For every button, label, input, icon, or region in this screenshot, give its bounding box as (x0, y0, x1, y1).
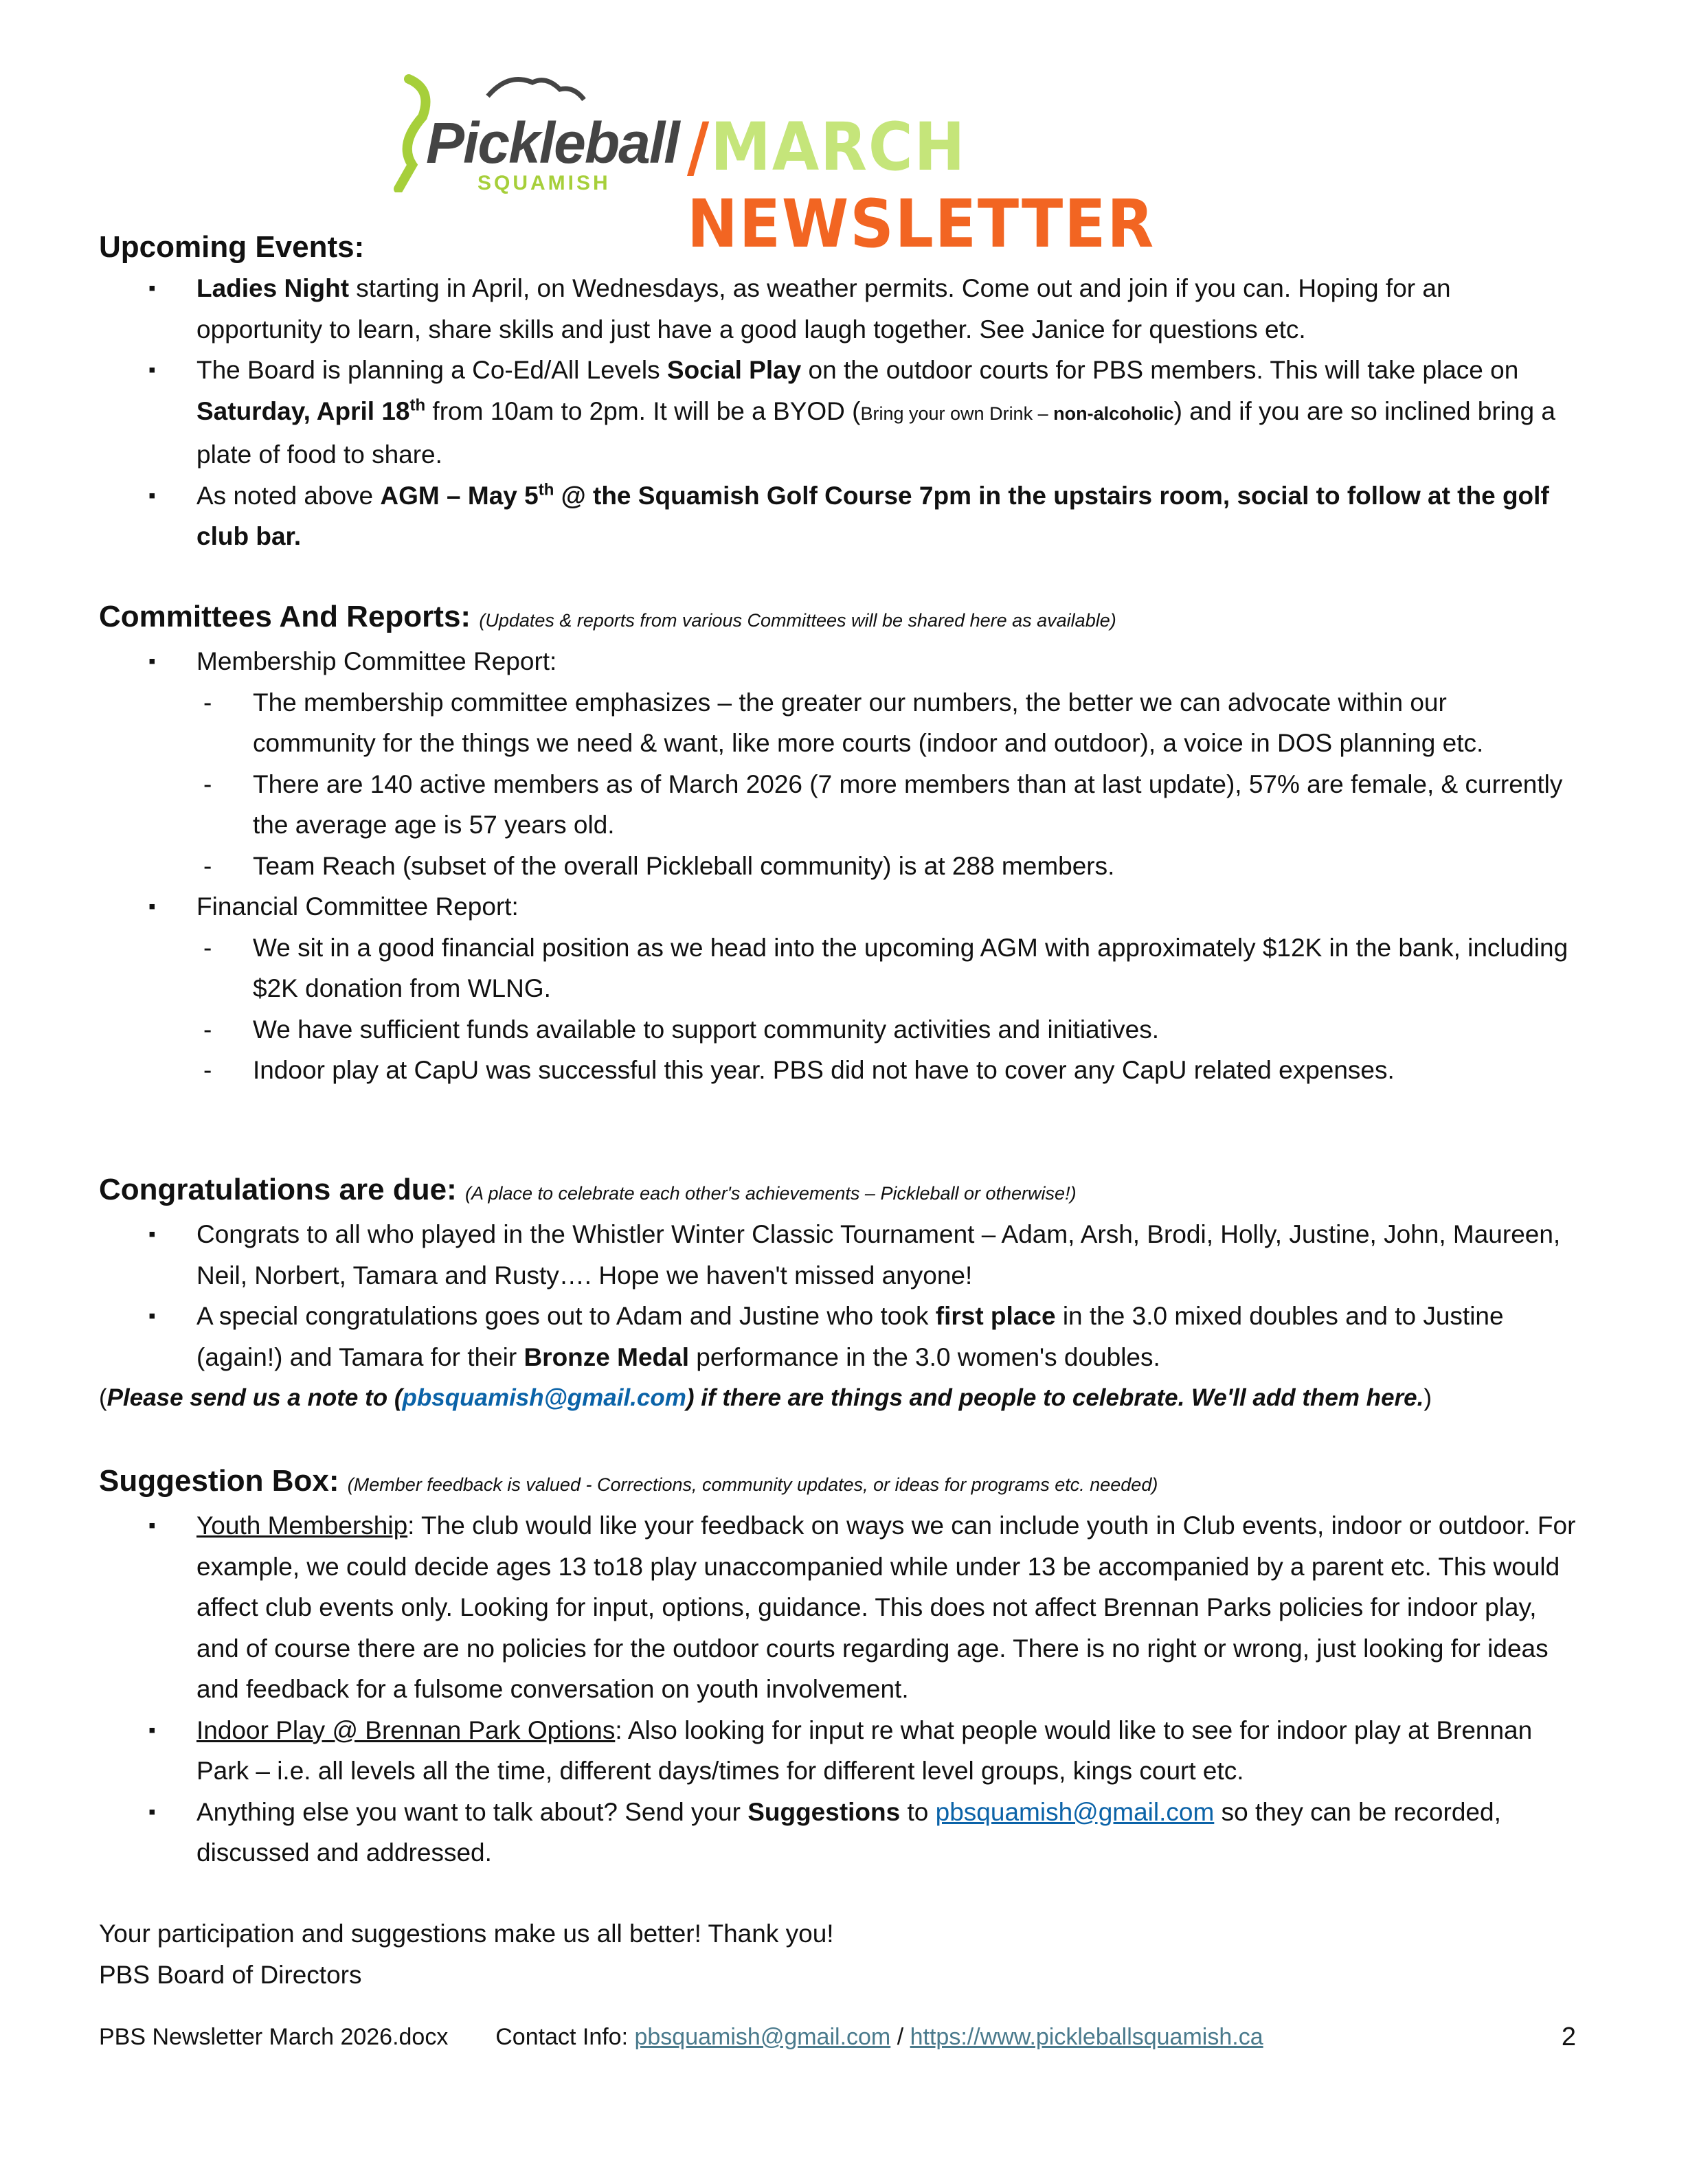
footer-contact-label: Contact Info: (495, 2024, 635, 2050)
footer-separator: / (890, 2024, 910, 2050)
list-item: ▪ Congrats to all who played in the Whistler Winter Classic Tournament – Adam, Arsh, Brodi, Holly, Justine, John, Maureen, Neil, Norbert, Tamara and Rusty…. Hope we haven't missed anyone! (99, 1214, 1576, 1296)
bold-text: @ the Squamish Golf Course 7pm in the upstairs room, social to follow at the golf club bar. (196, 481, 1549, 550)
heading-note: (Member feedback is valued - Corrections, community updates, or ideas for programs etc. needed) (347, 1474, 1158, 1495)
sub-list-item: - There are 140 active members as of March 2026 (7 more members than at last update), 57% are female, & currently the average age is 57 years old. (99, 764, 1576, 846)
list-item (99, 475, 1576, 557)
text: to (900, 1797, 936, 1826)
page-number: 2 (1561, 2023, 1576, 2051)
sub-list-item: - We sit in a good financial position as we head into the upcoming AGM with approximately $12K in the bank, including $2K donation from WLNG. (99, 927, 1576, 1009)
section-heading (99, 596, 1576, 641)
heading-text: Committees And Reports: (99, 600, 471, 633)
footer-filename: PBS Newsletter March 2026.docx (99, 2024, 449, 2050)
text: Please send us a note to ( (106, 1384, 403, 1411)
list-item: ▪ Financial Committee Report: (99, 886, 1576, 927)
list-item: ▪ Membership Committee Report: (99, 641, 1576, 682)
title-newsletter: NEWSLETTER (687, 185, 1156, 262)
list-item (99, 1792, 1576, 1873)
signature: PBS Board of Directors (99, 1960, 362, 1989)
heading-note: (A place to celebrate each other's achievements – Pickleball or otherwise!) (464, 1183, 1077, 1204)
congratulations-section (99, 1169, 1576, 1419)
logo-text: Pickleball (426, 111, 679, 175)
email-link[interactable]: pbsquamish@gmail.com (402, 1384, 686, 1411)
heading-text: Congratulations are due: (99, 1173, 457, 1206)
text: : Also looking for input re what people would like to see for indoor play at Brennan Park – i.e. all levels all the time, different days/times for different level groups, kings court etc. (196, 1715, 1533, 1785)
closing (99, 1913, 1576, 1995)
list-item (99, 350, 1576, 475)
text: in the 3.0 mixed doubles and to Justine (again!) and Tamara for their (196, 1302, 1504, 1371)
text: so they can be recorded, discussed and addressed. (196, 1797, 1501, 1867)
text: As noted above (196, 481, 381, 510)
text: The Board is planning a Co-Ed/All Levels (196, 356, 667, 384)
bold-text: Ladies Night (196, 274, 350, 302)
heading-text: Suggestion Box: (99, 1464, 339, 1498)
bold-text: non-alcoholic (1053, 403, 1174, 424)
celebrate-note (99, 1377, 1576, 1419)
text: on the outdoor courts for PBS members. This will take place on (801, 356, 1519, 384)
text: starting in April, on Wednesdays, as weather permits. Come out and join if you can. Hoping for an opportunity to learn, share skills and just have a good laugh together. See Janice for questions etc. (196, 274, 1451, 344)
closing-line: Your participation and suggestions make us all better! Thank you! (99, 1920, 834, 1948)
superscript: th (409, 396, 426, 415)
small-text: Bring your own Drink – (860, 403, 1054, 424)
upcoming-events-section (99, 227, 1576, 557)
underlined-text: Indoor Play @ Brennan Park Options (196, 1715, 616, 1744)
text: ) (1423, 1384, 1432, 1411)
sub-list-item: - Indoor play at CapU was successful this year. PBS did not have to cover any CapU related expenses. (99, 1050, 1576, 1091)
bold-text: first place (935, 1302, 1056, 1330)
footer-email-link[interactable]: pbsquamish@gmail.com (634, 2024, 891, 2050)
sub-list-item: - We have sufficient funds available to support community activities and initiatives. (99, 1009, 1576, 1050)
text: from 10am to 2pm. It will be a BYOD ( (425, 396, 861, 425)
suggestion-box-section (99, 1461, 1576, 1873)
section-heading (99, 1169, 1576, 1214)
text: A special congratulations goes out to Adam and Justine who took (196, 1302, 936, 1330)
section-heading (99, 1461, 1576, 1505)
footer-website-link[interactable]: https://www.pickleballsquamish.ca (910, 2024, 1263, 2050)
email-link[interactable]: pbsquamish@gmail.com (935, 1797, 1215, 1826)
logo-subtext: SQUAMISH (477, 172, 611, 194)
underlined-text: Youth Membership (196, 1511, 408, 1540)
newsletter-header (385, 69, 1415, 262)
title-month: MARCH (710, 109, 967, 185)
section-heading: Upcoming Events: (99, 230, 365, 264)
list-item (99, 1296, 1576, 1377)
sub-list-item: - Team Reach (subset of the overall Pickleball community) is at 288 members. (99, 846, 1576, 887)
committees-section (99, 596, 1576, 1091)
bold-text: AGM – May 5 (380, 481, 539, 510)
title-slash: / (687, 109, 711, 185)
bold-text: Saturday, April 18 (196, 396, 410, 425)
bold-text: Social Play (666, 356, 802, 384)
list-item (99, 1710, 1576, 1792)
bold-text: Bronze Medal (524, 1342, 689, 1371)
list-item (99, 1505, 1576, 1710)
text: performance in the 3.0 women's doubles. (689, 1342, 1160, 1371)
list-item (99, 268, 1576, 350)
bold-text: Suggestions (747, 1797, 901, 1826)
sub-list-item: - The membership committee emphasizes – the greater our numbers, the better we can advocate within our community for the things we need & want, like more courts (indoor and outdoor), a voice in DOS planning etc. (99, 682, 1576, 764)
text: Anything else you want to talk about? Send your (196, 1797, 748, 1826)
page-footer (99, 2020, 1576, 2054)
text: ) and if you are so inclined bring a plate of food to share. (196, 396, 1555, 469)
heading-note: (Updates & reports from various Committees will be shared here as available) (479, 610, 1116, 631)
superscript: th (538, 480, 554, 499)
text: ) if there are things and people to celebrate. We'll add them here. (686, 1384, 1424, 1411)
text: ( (99, 1384, 107, 1411)
text: : The club would like your feedback on ways we can include youth in Club events, indoor or outdoor. For example, we could decide ages 13 to18 play unaccompanied while under 13 be accompanied by a parent etc. This would affect club events only. Looking for input, options, guidance. This does not affect Brennan Parks policies for indoor play, and of course there are no policies for the outdoor courts regarding age. There is no right or wrong, just looking for ideas and feedback for a fulsome conversation on youth involvement. (196, 1511, 1576, 1703)
